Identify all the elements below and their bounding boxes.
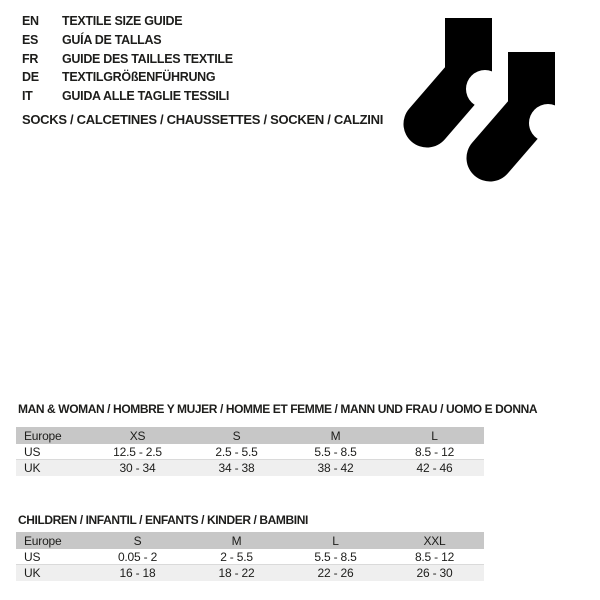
region-label: UK [24, 566, 41, 580]
column-header-size: L [431, 428, 438, 443]
region-label: US [24, 549, 41, 564]
language-label: GUIDA ALLE TAGLIE TESSILI [62, 89, 230, 104]
language-row-fr [22, 49, 233, 68]
table-title-man-woman: MAN & WOMAN / HOMBRE Y MUJER / HOMME ET FEMME / MANN UND FRAU / UOMO E DONNA [18, 402, 538, 416]
table-block-man-woman [16, 402, 538, 476]
language-code: IT [22, 89, 33, 104]
column-header-size: S [133, 533, 142, 548]
socks-icon [402, 8, 572, 198]
language-row-es [22, 31, 233, 50]
column-header-region: Europe [24, 533, 62, 548]
table-header-row [16, 532, 484, 549]
language-code: ES [22, 33, 39, 48]
table-row-us [16, 549, 484, 565]
language-label: TEXTILE SIZE GUIDE [62, 14, 183, 29]
column-header-size: M [231, 533, 242, 548]
size-value: 2.5 - 5.5 [215, 444, 258, 459]
table-header-row [16, 427, 484, 444]
table-block-children [16, 514, 484, 581]
category-title: SOCKS / CALCETINES / CHAUSSETTES / SOCKEN / CALZINI [22, 112, 384, 127]
language-code: EN [22, 14, 39, 29]
language-list [22, 12, 233, 105]
size-value: 16 - 18 [119, 566, 156, 580]
table-row-uk [16, 565, 484, 581]
size-value: 5.5 - 8.5 [314, 549, 357, 564]
size-value: 42 - 46 [416, 461, 453, 475]
size-value: 22 - 26 [317, 566, 354, 580]
table-row-us [16, 444, 484, 460]
size-value: 8.5 - 12 [414, 549, 455, 564]
size-value: 18 - 22 [218, 566, 255, 580]
language-row-en [22, 12, 233, 31]
language-row-it [22, 87, 233, 106]
size-value: 38 - 42 [317, 461, 354, 475]
language-label: GUIDE DES TAILLES TEXTILE [62, 51, 233, 66]
region-label: UK [24, 461, 41, 475]
language-label: GUÍA DE TALLAS [62, 33, 162, 48]
column-header-size: L [332, 533, 339, 548]
table-row-uk [16, 460, 484, 476]
size-table-man-woman [16, 427, 484, 476]
language-label: TEXTILGRÖßENFÜHRUNG [62, 70, 216, 85]
size-value: 8.5 - 12 [414, 444, 455, 459]
language-row-de [22, 68, 233, 87]
size-value: 5.5 - 8.5 [314, 444, 357, 459]
language-code: DE [22, 70, 39, 85]
column-header-size: XS [129, 428, 146, 443]
size-value: 30 - 34 [119, 461, 156, 475]
size-value: 12.5 - 2.5 [113, 444, 162, 459]
column-header-size: S [232, 428, 241, 443]
size-table-children [16, 532, 484, 581]
size-value: 2 - 5.5 [220, 549, 253, 564]
language-code: FR [22, 51, 39, 66]
column-header-region: Europe [24, 428, 62, 443]
column-header-size: M [330, 428, 341, 443]
size-value: 0.05 - 2 [117, 549, 158, 564]
column-header-size: XXL [423, 533, 446, 548]
region-label: US [24, 444, 41, 459]
size-value: 26 - 30 [416, 566, 453, 580]
size-value: 34 - 38 [218, 461, 255, 475]
table-title-children: CHILDREN / INFANTIL / ENFANTS / KINDER / BAMBINI [18, 513, 308, 527]
